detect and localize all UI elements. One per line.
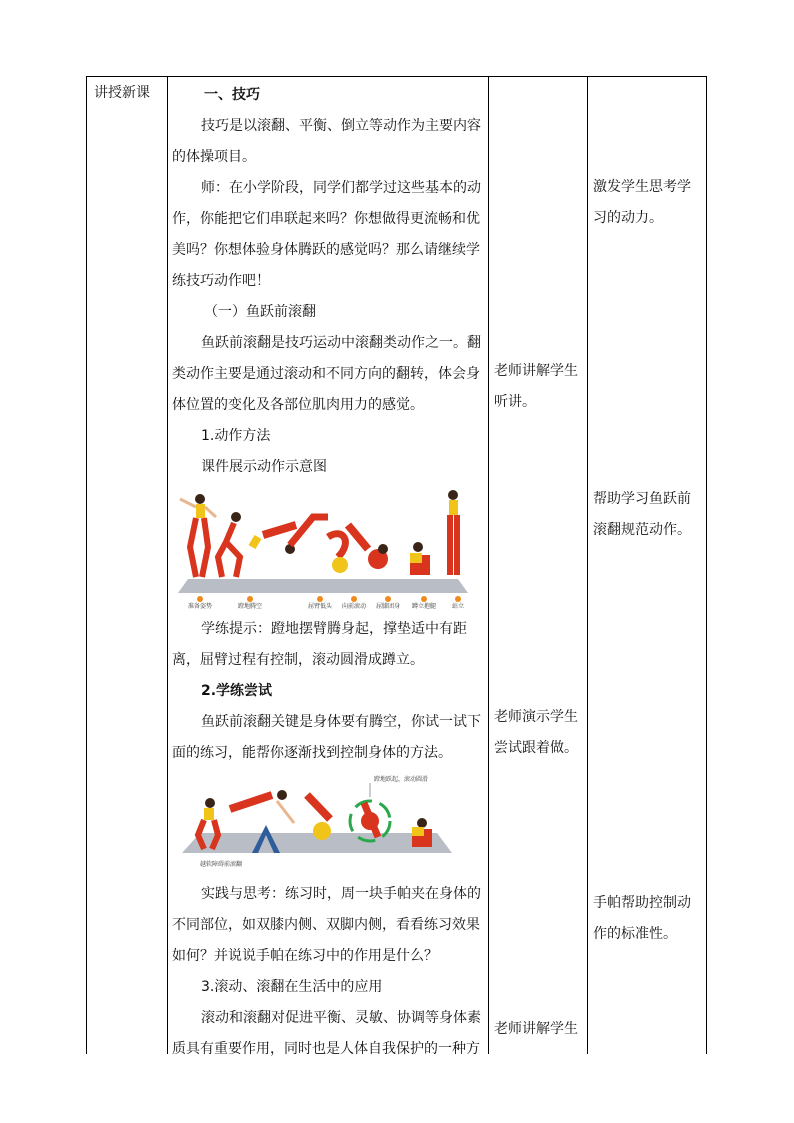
figure-annotation: 蹬地跃起，滚动圆滑 (374, 776, 429, 783)
section-label: 讲授新课 (94, 85, 150, 101)
table-divider (587, 76, 588, 1054)
dive-roll-sequence-figure (178, 487, 468, 609)
paragraph: 滚动和滚翻对促进平衡、灵敏、协调等身体素质具有重要作用，同时也是人体自我保护的一种方 (172, 1010, 481, 1057)
paragraph: 师：在小学阶段，同学们都学过这些基本的动作，你能把它们串联起来吗？你想做得更流畅和优美吗？你想体验身体腾跃的感觉吗？那么请继续学练技巧动作吧！ (172, 180, 481, 289)
paragraph: 学练提示：蹬地摆臂腾身起，撑垫适中有距离，屈臂过程有控制，滚动圆滑成蹲立。 (172, 621, 467, 668)
step-label: 蹲立抱腿 (411, 603, 437, 609)
teaching-content (172, 80, 484, 1065)
step-label: 准备姿势 (187, 603, 213, 609)
paragraph: 课件展示动作示意图 (201, 459, 327, 475)
step-label: 蹬地腾空 (237, 603, 263, 609)
paragraph: 鱼跃前滚翻关键是身体要有腾空，你试一试下面的练习，能帮你逐渐找到控制身体的方法。 (172, 714, 481, 761)
step-label: 屈臂低头 (307, 603, 333, 609)
activity-text: 老师讲解学生听讲。 (494, 363, 578, 410)
heading-practice: 2.学练尝试 (201, 683, 273, 699)
table-divider (488, 76, 489, 1054)
heading-skills: 一、技巧 (204, 87, 260, 103)
gymnast-figures (180, 490, 458, 577)
step-label: 向前滚动 (341, 603, 367, 609)
step-label: 屈膝团身 (375, 603, 401, 609)
table-divider (167, 76, 168, 1054)
figure-caption: 越软障碍前滚翻 (200, 861, 243, 868)
paragraph: 鱼跃前滚翻是技巧运动中滚翻类动作之一。翻类动作主要是通过滚动和不同方向的翻转，体会身体位置的变化及各部位肌肉用力的感觉。 (172, 335, 481, 413)
obstacle-roll-figure (182, 773, 452, 871)
heading-method: 1.动作方法 (201, 428, 271, 444)
activity-text: 老师讲解学生 (494, 1021, 578, 1037)
intent-text: 手帕帮助控制动作的标准性。 (593, 895, 691, 942)
intent-text: 激发学生思考学习的动力。 (593, 179, 691, 226)
paragraph: 技巧是以滚翻、平衡、倒立等动作为主要内容的体操项目。 (172, 118, 481, 165)
intent-text: 帮助学习鱼跃前滚翻规范动作。 (593, 491, 691, 538)
heading-dive-roll: （一）鱼跃前滚翻 (204, 304, 316, 320)
step-label: 站立 (451, 603, 465, 609)
activity-text: 老师演示学生尝试跟着做。 (494, 709, 578, 756)
paragraph: 实践与思考：练习时，周一块手帕夹在身体的不同部位，如双膝内侧、双脚内侧，看看练习效果如何？并说说手帕在练习中的作用是什么？ (172, 886, 481, 964)
heading-application: 3.滚动、滚翻在生活中的应用 (201, 979, 383, 995)
step-markers (197, 596, 461, 602)
